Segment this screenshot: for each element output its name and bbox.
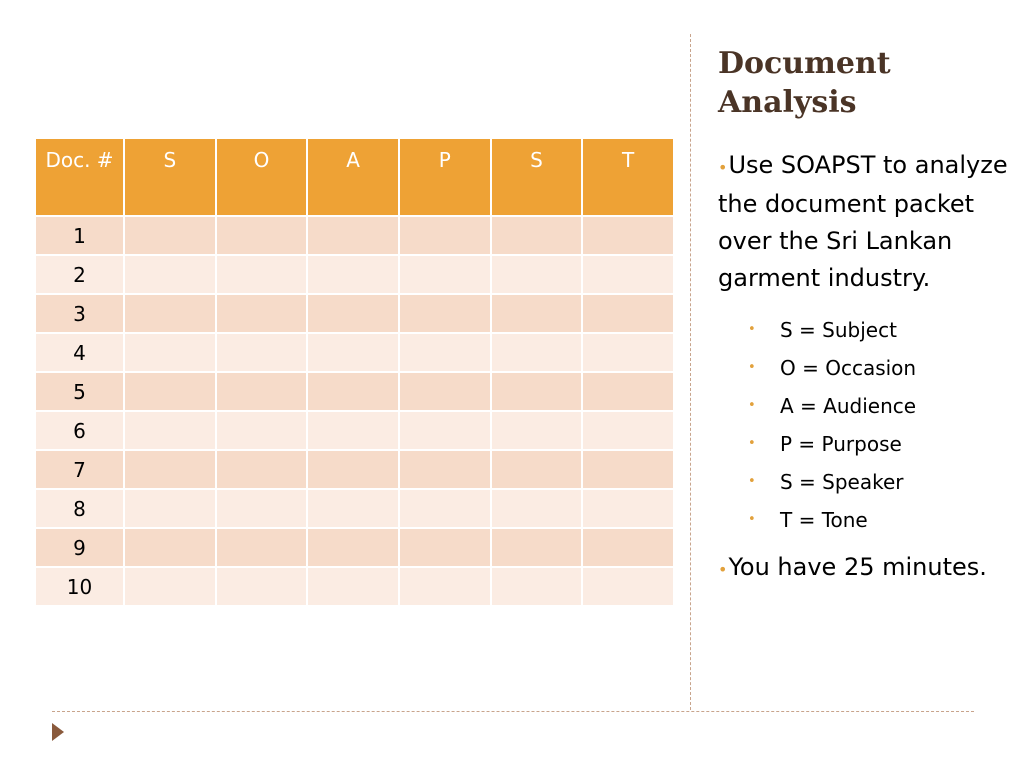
empty-cell: [124, 255, 216, 294]
table-row: [35, 411, 674, 450]
legend-item: [718, 311, 1008, 349]
empty-cell: [491, 372, 583, 411]
table-row: [35, 333, 674, 372]
intro-bullet: [718, 147, 1008, 297]
table-header: [35, 138, 674, 216]
empty-cell: [399, 528, 491, 567]
table-row: [35, 255, 674, 294]
empty-cell: [216, 411, 308, 450]
table-row: [35, 567, 674, 606]
empty-cell: [216, 255, 308, 294]
empty-cell: [124, 294, 216, 333]
empty-cell: [491, 528, 583, 567]
doc-number-cell: 10: [35, 567, 124, 606]
bullet-icon: •: [748, 512, 756, 527]
empty-cell: [582, 333, 674, 372]
empty-cell: [491, 450, 583, 489]
empty-cell: [582, 528, 674, 567]
header-p-purpose: P: [399, 138, 491, 216]
bullet-icon: •: [718, 158, 728, 177]
bullet-icon: •: [718, 560, 728, 579]
table-row: [35, 528, 674, 567]
bullet-icon: •: [748, 436, 756, 451]
doc-number-cell: 3: [35, 294, 124, 333]
bullet-icon: •: [748, 474, 756, 489]
doc-number-cell: 4: [35, 333, 124, 372]
legend-item-text: O = Occasion: [780, 356, 917, 380]
empty-cell: [216, 294, 308, 333]
empty-cell: [216, 450, 308, 489]
doc-number-cell: 8: [35, 489, 124, 528]
header-s-subject: S: [124, 138, 216, 216]
empty-cell: [216, 216, 308, 255]
table-row: [35, 372, 674, 411]
empty-cell: [307, 294, 399, 333]
legend-item: [718, 463, 1008, 501]
empty-cell: [216, 333, 308, 372]
table-row: [35, 489, 674, 528]
empty-cell: [307, 489, 399, 528]
empty-cell: [124, 567, 216, 606]
closing-bullet: [718, 549, 1008, 588]
instructions: [718, 147, 1008, 588]
header-t-tone: T: [582, 138, 674, 216]
empty-cell: [491, 489, 583, 528]
empty-cell: [582, 216, 674, 255]
empty-cell: [124, 216, 216, 255]
empty-cell: [216, 489, 308, 528]
closing-text: You have 25 minutes.: [728, 553, 987, 581]
header-row: [35, 138, 674, 216]
empty-cell: [307, 411, 399, 450]
intro-text: Use SOAPST to analyze the document packet over the Sri Lankan garment industry.: [718, 151, 1008, 292]
table-row: [35, 294, 674, 333]
legend-item-text: S = Speaker: [780, 470, 904, 494]
legend-item-text: T = Tone: [780, 508, 868, 532]
empty-cell: [216, 528, 308, 567]
empty-cell: [124, 489, 216, 528]
legend-item: [718, 349, 1008, 387]
header-o-occasion: O: [216, 138, 308, 216]
legend-item-text: A = Audience: [780, 394, 917, 418]
empty-cell: [307, 255, 399, 294]
empty-cell: [307, 567, 399, 606]
empty-cell: [399, 372, 491, 411]
empty-cell: [216, 567, 308, 606]
empty-cell: [582, 450, 674, 489]
empty-cell: [124, 528, 216, 567]
horizontal-divider: [52, 711, 974, 712]
table-row: [35, 216, 674, 255]
empty-cell: [582, 411, 674, 450]
legend-item: [718, 425, 1008, 463]
legend-item: [718, 501, 1008, 539]
empty-cell: [216, 372, 308, 411]
soapst-legend-list: [718, 311, 1008, 539]
empty-cell: [307, 216, 399, 255]
empty-cell: [307, 528, 399, 567]
header-doc-number: Doc. #: [35, 138, 124, 216]
table-row: [35, 450, 674, 489]
empty-cell: [491, 333, 583, 372]
empty-cell: [399, 411, 491, 450]
empty-cell: [582, 372, 674, 411]
bullet-icon: •: [748, 360, 756, 375]
doc-number-cell: 1: [35, 216, 124, 255]
table-body: [35, 216, 674, 606]
empty-cell: [582, 294, 674, 333]
empty-cell: [307, 333, 399, 372]
empty-cell: [491, 294, 583, 333]
doc-number-cell: 7: [35, 450, 124, 489]
legend-item-text: P = Purpose: [780, 432, 902, 456]
page-title: Document Analysis: [718, 46, 891, 120]
vertical-divider: [690, 34, 691, 710]
empty-cell: [491, 411, 583, 450]
empty-cell: [491, 567, 583, 606]
empty-cell: [307, 372, 399, 411]
empty-cell: [491, 255, 583, 294]
empty-cell: [491, 216, 583, 255]
empty-cell: [399, 294, 491, 333]
empty-cell: [399, 450, 491, 489]
bullet-icon: •: [748, 398, 756, 413]
empty-cell: [399, 333, 491, 372]
empty-cell: [582, 567, 674, 606]
doc-number-cell: 9: [35, 528, 124, 567]
empty-cell: [124, 333, 216, 372]
empty-cell: [124, 411, 216, 450]
empty-cell: [399, 489, 491, 528]
empty-cell: [399, 216, 491, 255]
legend-item-text: S = Subject: [780, 318, 897, 342]
empty-cell: [399, 255, 491, 294]
doc-number-cell: 5: [35, 372, 124, 411]
empty-cell: [582, 255, 674, 294]
doc-number-cell: 2: [35, 255, 124, 294]
empty-cell: [307, 450, 399, 489]
header-s-speaker: S: [491, 138, 583, 216]
doc-number-cell: 6: [35, 411, 124, 450]
bullet-icon: •: [748, 322, 756, 337]
soapst-table: [34, 137, 675, 607]
header-a-audience: A: [307, 138, 399, 216]
legend-item: [718, 387, 1008, 425]
play-arrow-icon: [52, 723, 64, 741]
empty-cell: [124, 372, 216, 411]
empty-cell: [124, 450, 216, 489]
empty-cell: [399, 567, 491, 606]
empty-cell: [582, 489, 674, 528]
